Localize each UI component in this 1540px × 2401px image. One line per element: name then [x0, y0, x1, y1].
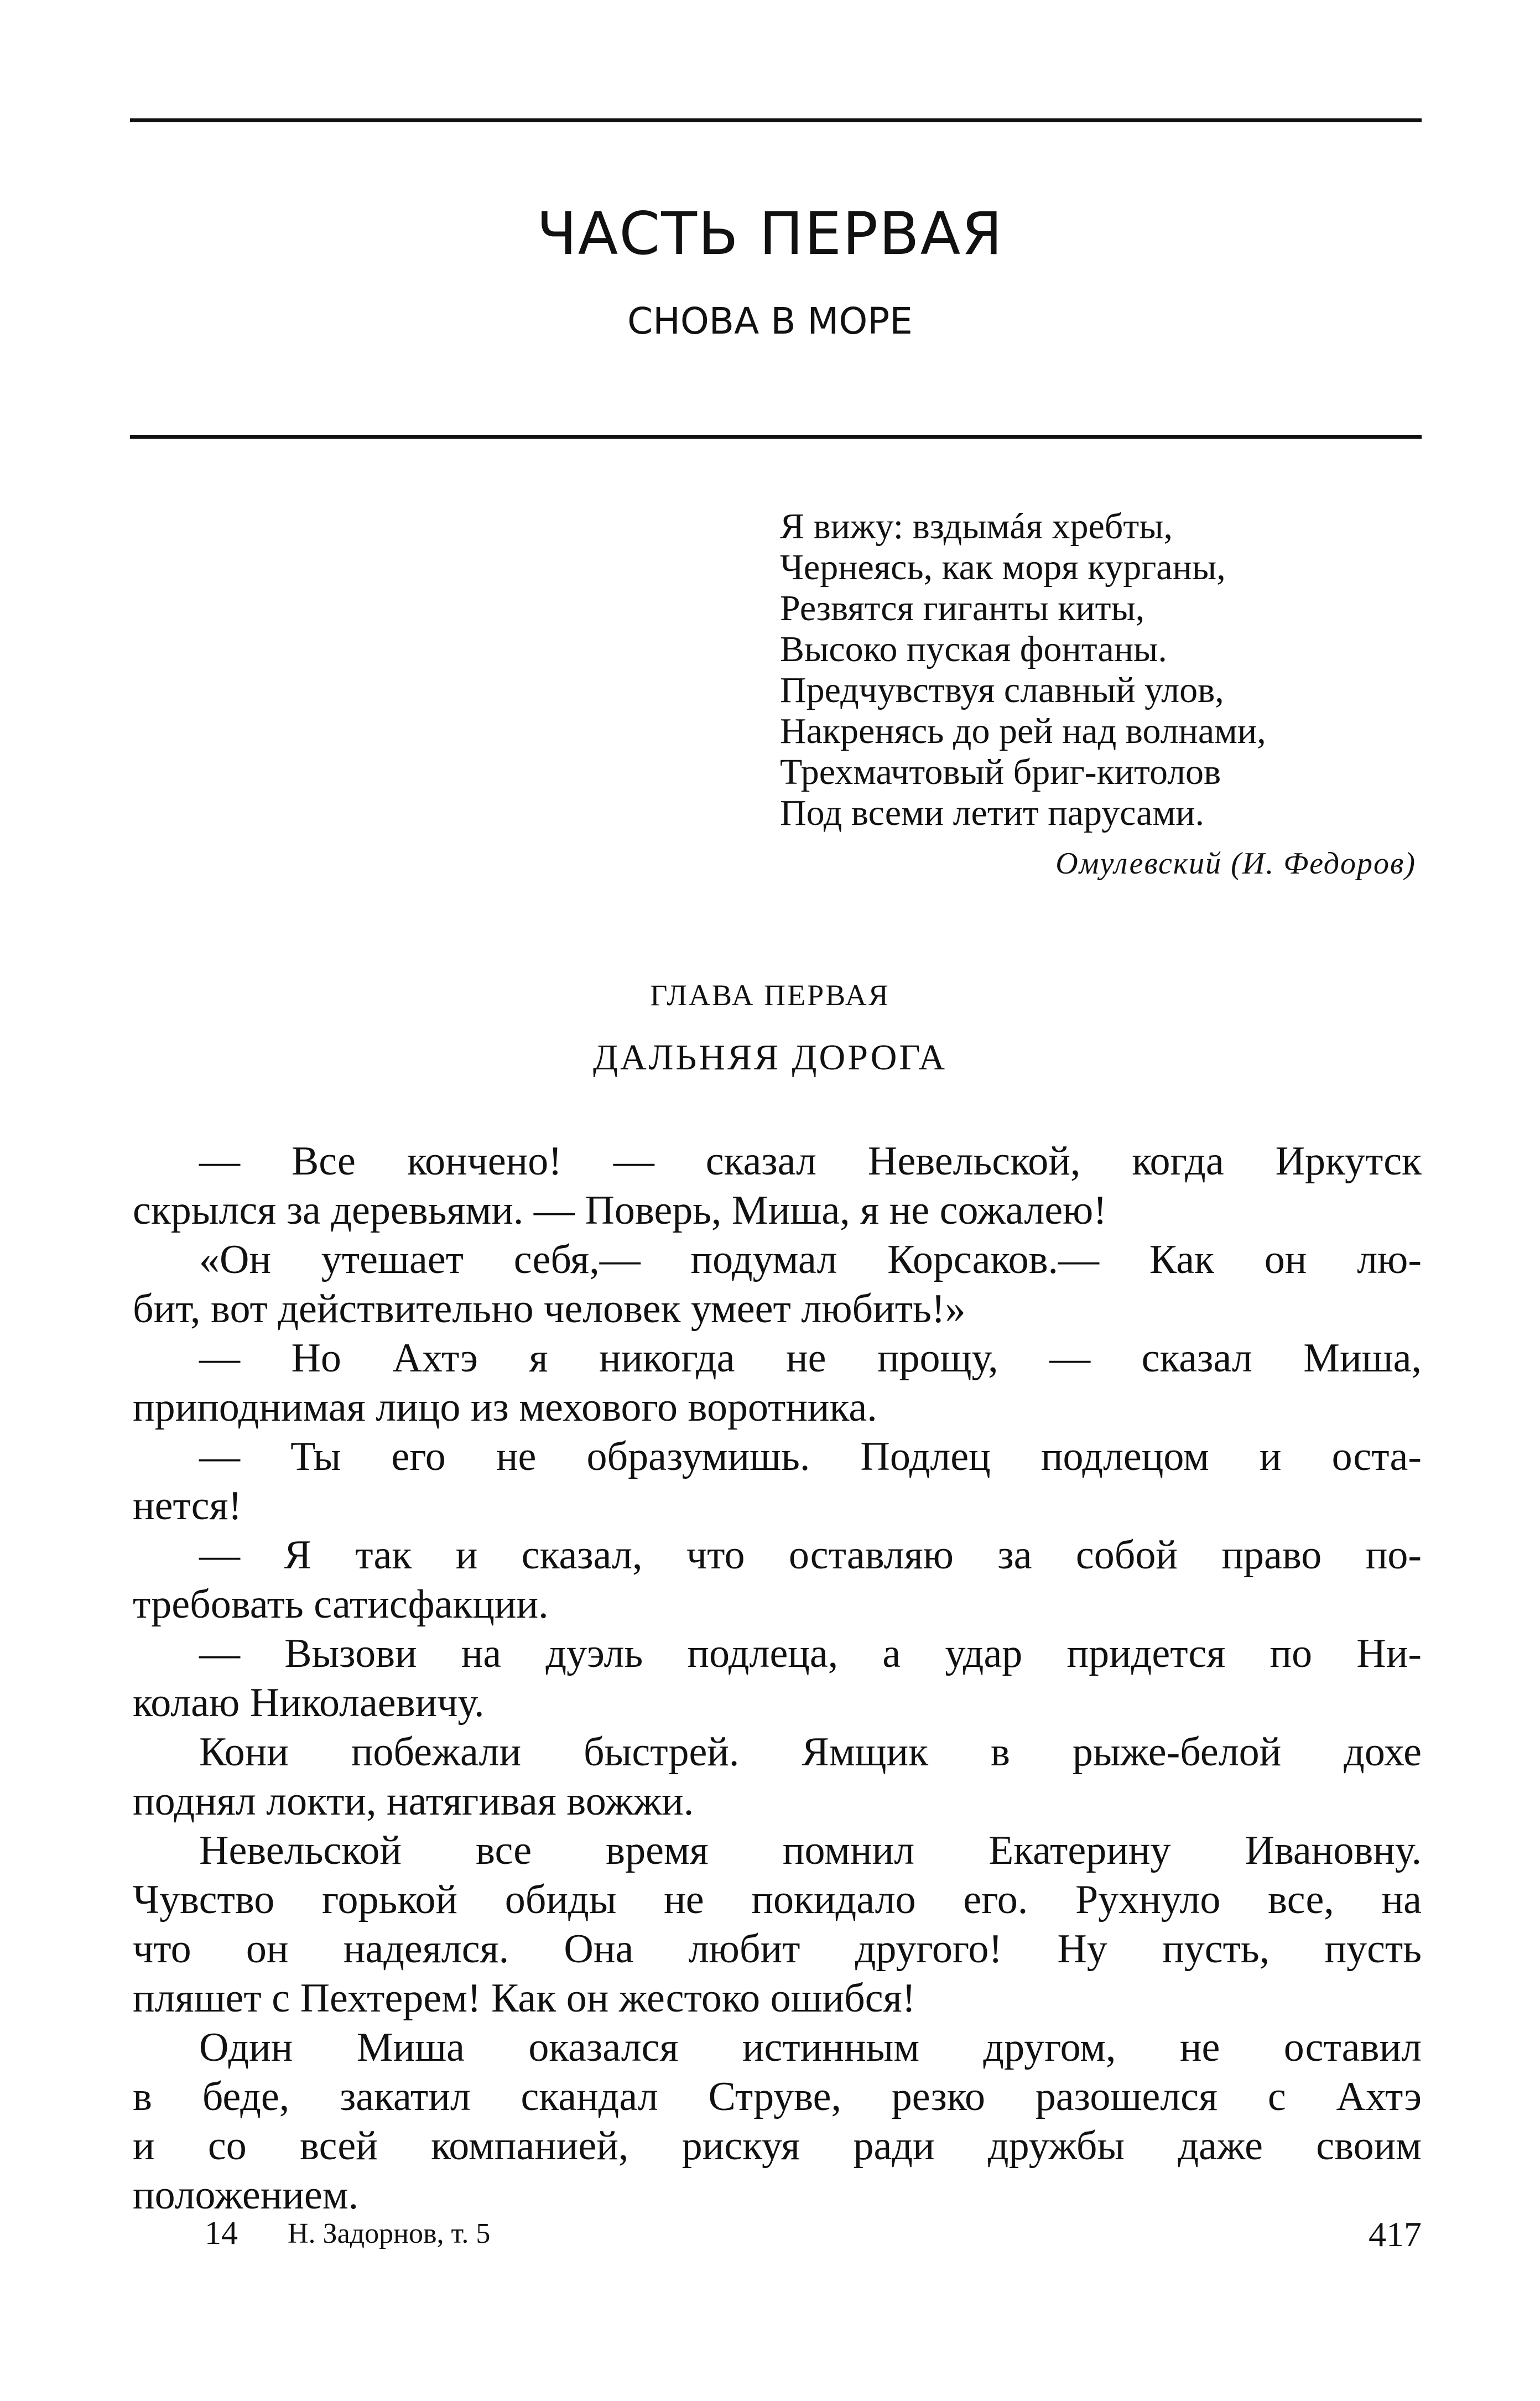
body-line: приподнимая лицо из мехового воротника.	[133, 1385, 877, 1430]
chapter-label: ГЛАВА ПЕРВАЯ	[650, 979, 890, 1012]
body-line: Один Миша оказался истинным другом, не оставил	[199, 2025, 1422, 2070]
epigraph	[780, 506, 1422, 881]
body-line: Чувство горькой обиды не покидало его. Рухнуло все, на	[133, 1877, 1422, 1922]
body-line: пляшет с Пехтерем! Как он жестоко ошибся!	[133, 1976, 916, 2021]
body-text	[133, 1137, 1422, 2220]
body-line: требовать сатисфакции.	[133, 1582, 549, 1627]
part-title: ЧАСТЬ ПЕРВАЯ	[537, 200, 1003, 268]
body-line: положением.	[133, 2173, 359, 2218]
epigraph-line: Накренясь до рей над волнами,	[780, 711, 1266, 751]
signature-mark: 14	[205, 2215, 238, 2251]
body-line: колаю Николаевичу.	[133, 1680, 485, 1726]
epigraph-line: Я вижу: вздымáя хребты,	[780, 506, 1173, 547]
epigraph-line: Чернеясь, как моря курганы,	[780, 547, 1226, 588]
body-line: — Но Ахтэ я никогда не прощу, — сказал Миша,	[199, 1335, 1422, 1381]
body-line: — Вызови на дуэль подлеца, а удар придется по Ни-	[199, 1631, 1422, 1676]
body-line: нется!	[133, 1483, 242, 1529]
body-line: что он надеялся. Она любит другого! Ну пусть, пусть	[133, 1926, 1422, 1972]
epigraph-line: Предчувствуя славный улов,	[780, 670, 1224, 710]
body-line: в беде, закатил скандал Струве, резко разошелся с Ахтэ	[133, 2074, 1422, 2119]
epigraph-line: Трехмачтовый бриг-китолов	[780, 752, 1221, 792]
epigraph-line: Высоко пуская фонтаны.	[780, 629, 1167, 669]
epigraph-line: Под всеми летит парусами.	[780, 793, 1205, 833]
page-number: 417	[1369, 2215, 1422, 2254]
body-line: поднял локти, натягивая вожжи.	[133, 1779, 694, 1824]
body-line: — Ты его не образумишь. Подлец подлецом и оста-	[199, 1434, 1422, 1479]
body-line: скрылся за деревьями. — Поверь, Миша, я не сожалею!	[133, 1188, 1107, 1233]
part-subtitle: СНОВА В МОРЕ	[627, 300, 913, 342]
body-line: Кони побежали быстрей. Ямщик в рыже-белой дохе	[199, 1729, 1422, 1775]
author-volume: Н. Задорнов, т. 5	[288, 2218, 491, 2249]
chapter-title: ДАЛЬНЯЯ ДОРОГА	[592, 1037, 948, 1078]
epigraph-line: Резвятся гиганты киты,	[780, 588, 1145, 628]
body-line: Невельской все время помнил Екатерину Ивановну.	[199, 1828, 1422, 1873]
body-line: — Я так и сказал, что оставляю за собой право по-	[199, 1532, 1422, 1578]
body-line: — Все кончено! — сказал Невельской, когда Иркутск	[199, 1139, 1422, 1184]
body-line: и со всей компанией, рискуя ради дружбы даже своим	[133, 2123, 1422, 2169]
body-line: бит, вот действительно человек умеет любить!»	[133, 1286, 966, 1332]
page-footer	[205, 2214, 1422, 2258]
bottom-rule	[130, 435, 1422, 439]
epigraph-author: Омулевский (И. Федоров)	[1055, 846, 1416, 881]
body-line: «Он утешает себя,— подумал Корсаков.— Как он лю-	[199, 1237, 1422, 1282]
top-rule	[130, 118, 1422, 122]
